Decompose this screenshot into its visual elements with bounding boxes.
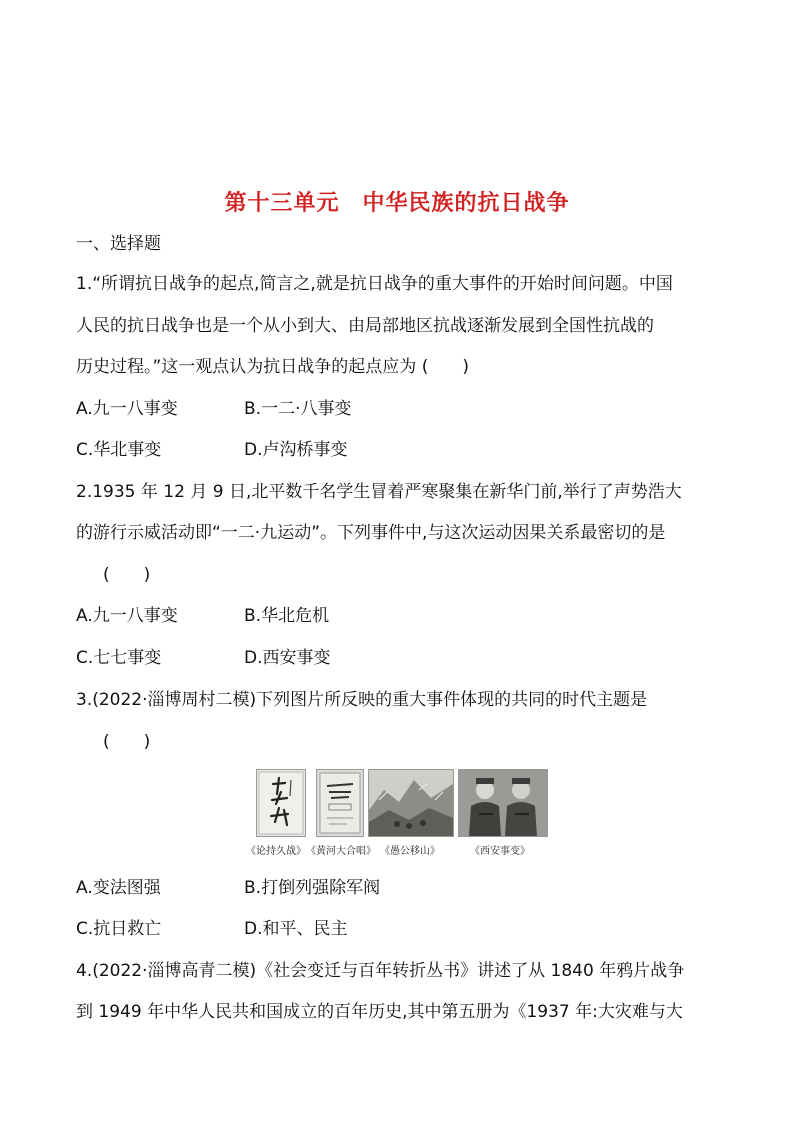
q2-option-c: C.七七事变 [76, 648, 162, 668]
q1-text-line: 历史过程。”这一观点认为抗日战争的起点应为 ( ) [76, 357, 469, 377]
q1-option-b: B.一二·八事变 [244, 399, 352, 419]
caption-2: 《黄河大合唱》 [306, 846, 376, 857]
q3-option-b: B.打倒列强除军阀 [244, 878, 381, 898]
q3-text-line: 3.(2022·淄博周村二模)下列图片所反映的重大事件体现的共同的时代主题是 [76, 690, 648, 710]
q2-option-a: A.九一八事变 [76, 606, 178, 626]
q1-option-d: D.卢沟桥事变 [244, 440, 348, 460]
q1-text-line: 人民的抗日战争也是一个从小到大、由局部地区抗战逐渐发展到全国性抗战的 [76, 316, 654, 336]
caption-1: 《论持久战》 [246, 846, 306, 857]
q3-image-strip [246, 769, 548, 857]
q2-text-line: 的游行示威活动即“一二·九运动”。下列事件中,与这次运动因果关系最密切的是 [76, 523, 666, 543]
q3-option-d: D.和平、民主 [244, 919, 348, 939]
section-heading: 一、选择题 [76, 234, 161, 254]
q4-text-line: 到 1949 年中华人民共和国成立的百年历史,其中第五册为《1937 年:大灾难与大 [76, 1002, 683, 1022]
painting-image [368, 769, 454, 837]
q3-option-c: C.抗日救亡 [76, 919, 162, 939]
officers-photo-image [458, 769, 548, 837]
caption-4: 《西安事变》 [470, 846, 530, 857]
unit-title: 第十三单元 中华民族的抗日战争 [224, 191, 570, 216]
score-cover-image [316, 769, 364, 837]
q1-option-c: C.华北事变 [76, 440, 162, 460]
q2-option-d: D.西安事变 [244, 648, 331, 668]
q2-answer-blank: ( ) [103, 565, 151, 585]
caption-3: 《愚公移山》 [380, 846, 440, 857]
book-cover-image [256, 769, 306, 837]
q4-text-line: 4.(2022·淄博高青二模)《社会变迁与百年转折丛书》讲述了从 1840 年鸦片战争 [76, 961, 685, 981]
q2-option-b: B.华北危机 [244, 606, 330, 626]
q3-answer-blank: ( ) [103, 732, 151, 752]
q3-option-a: A.变法图强 [76, 878, 161, 898]
q2-text-line: 2.1935 年 12 月 9 日,北平数千名学生冒着严寒聚集在新华门前,举行了声势浩大 [76, 482, 682, 502]
q1-text-line: 1.“所谓抗日战争的起点,简言之,就是抗日战争的重大事件的开始时间问题。中国 [76, 274, 673, 294]
q1-option-a: A.九一八事变 [76, 399, 178, 419]
